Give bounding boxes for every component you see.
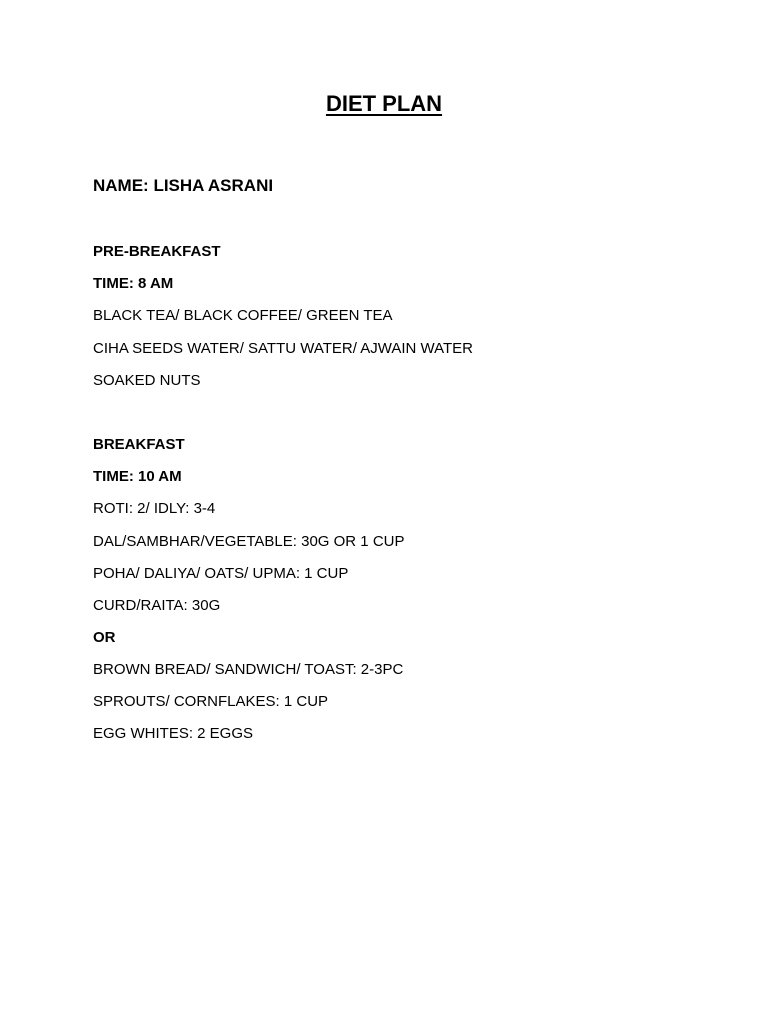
pre-breakfast-heading: PRE-BREAKFAST bbox=[93, 243, 221, 260]
page-title-text: DIET PLAN bbox=[325, 91, 443, 116]
breakfast-alt-item: SPROUTS/ CORNFLAKES: 1 CUP bbox=[93, 693, 329, 710]
breakfast-alt-item: EGG WHITES: 2 EGGS bbox=[93, 725, 254, 742]
breakfast-alt-item: BROWN BREAD/ SANDWICH/ TOAST: 2-3PC bbox=[93, 661, 404, 678]
breakfast-time: TIME: 10 AM bbox=[93, 468, 182, 485]
client-name: NAME: LISHA ASRANI bbox=[93, 176, 274, 195]
breakfast-item: ROTI: 2/ IDLY: 3-4 bbox=[93, 500, 216, 517]
breakfast-item: DAL/SAMBHAR/VEGETABLE: 30G OR 1 CUP bbox=[93, 533, 405, 550]
breakfast-item: CURD/RAITA: 30G bbox=[93, 597, 221, 614]
pre-breakfast-time: TIME: 8 AM bbox=[93, 275, 174, 292]
pre-breakfast-item: CIHA SEEDS WATER/ SATTU WATER/ AJWAIN WATER bbox=[93, 340, 474, 357]
breakfast-item: POHA/ DALIYA/ OATS/ UPMA: 1 CUP bbox=[93, 565, 349, 582]
page-title bbox=[0, 88, 768, 120]
pre-breakfast-item: SOAKED NUTS bbox=[93, 372, 201, 389]
breakfast-heading: BREAKFAST bbox=[93, 436, 185, 453]
breakfast-or-separator: OR bbox=[93, 629, 116, 646]
pre-breakfast-item: BLACK TEA/ BLACK COFFEE/ GREEN TEA bbox=[93, 307, 393, 324]
